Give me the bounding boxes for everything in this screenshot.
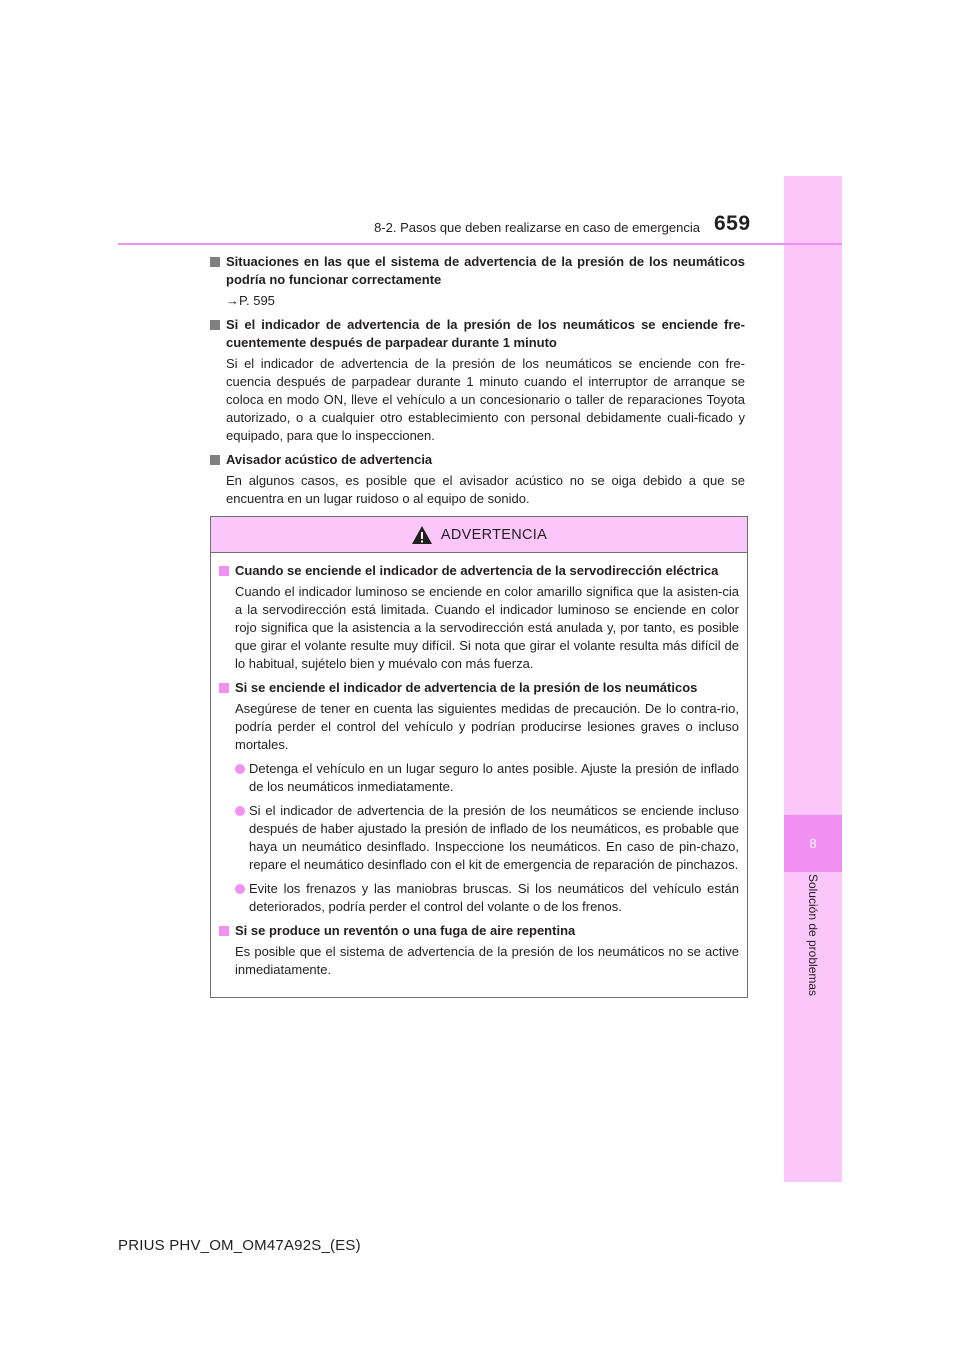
circle-bullet-icon — [235, 764, 245, 774]
chapter-title-tab[interactable] — [784, 873, 842, 997]
section-body: En algunos casos, es posible que el avisador acústico no se oiga debido a que se encuentra en un lugar ruidoso o al equipo de sonido. — [226, 473, 745, 506]
page-reference-link[interactable]: →P. 595 — [226, 293, 275, 308]
section-buzzer — [210, 451, 745, 508]
section-tpws-limitations — [210, 253, 745, 310]
warning-triangle-icon — [411, 525, 433, 545]
section-body: Si el indicador de advertencia de la presión de los neumáticos se enciende con fre-cuencia después de parpadear durante 1 minuto cuando el interruptor de arranque se coloca en modo ON, lleve el vehículo a un concesionario o taller de reparaciones Toyota autorizado, o a cualquier otro establecimiento con personal debidamente cuali-ficado y equipado, para que lo inspeccionen. — [226, 356, 745, 443]
warning-item-text: Cuando el indicador luminoso se enciende en color amarillo significa que la asisten-cia a la servodirección está limitada. Cuando el indicador luminoso se enciende en color rojo significa que la asistencia a la servodirección está anulada y, por tanto, es posible que girar el volante resulte muy difícil. Si nota que girar el volante resulta más difícil de lo habitual, sujételo bien y muévalo con más fuerza. — [235, 584, 739, 671]
warning-item-text: Asegúrese de tener en cuenta las siguientes medidas de precaución. De lo contra-rio, podría perder el control del vehículo y podrían producirse lesiones graves o incluso mortales. — [235, 701, 739, 752]
warning-item-heading: Cuando se enciende el indicador de advertencia de la servodirección eléctrica — [219, 562, 739, 580]
section-heading: Situaciones en las que el sistema de advertencia de la presión de los neumáticos podría no funcionar correctamente — [210, 253, 745, 289]
chapter-title: Solución de problemas — [806, 873, 821, 997]
warning-item-text: Es posible que el sistema de advertencia de la presión de los neumáticos no se active inmediatamente. — [235, 944, 739, 977]
warning-item-tpws — [219, 679, 739, 916]
header-divider — [118, 243, 842, 245]
warning-item-heading: Si se produce un reventón o una fuga de aire repentina — [219, 922, 739, 940]
section-heading: Avisador acústico de advertencia — [210, 451, 745, 469]
square-bullet-icon — [210, 455, 220, 465]
document-code: PRIUS PHV_OM_OM47A92S_(ES) — [118, 1237, 361, 1254]
square-bullet-icon — [210, 257, 220, 267]
section-heading: Si el indicador de advertencia de la presión de los neumáticos se enciende fre-cuentemente después de parpadear durante 1 minuto — [210, 316, 745, 352]
chapter-side-tab — [784, 176, 842, 1182]
warning-item-heading: Si se enciende el indicador de advertencia de la presión de los neumáticos — [219, 679, 739, 697]
section-indicator-frequent — [210, 316, 745, 445]
square-bullet-icon — [210, 320, 220, 330]
warning-body — [211, 553, 747, 979]
chapter-number-tab[interactable] — [784, 815, 842, 872]
list-item: Evite los frenazos y las maniobras bruscas. Si los neumáticos del vehículo están deteriorados, podría perder el control del volante o de los frenos. — [219, 880, 739, 916]
square-bullet-icon — [219, 926, 229, 936]
warning-header — [211, 517, 747, 553]
main-content — [210, 253, 745, 514]
warning-item-eps — [219, 562, 739, 673]
list-item: Detenga el vehículo en un lugar seguro lo antes posible. Ajuste la presión de inflado de los neumáticos inmediatamente. — [219, 760, 739, 796]
circle-bullet-icon — [235, 806, 245, 816]
page-number: 659 — [714, 212, 751, 235]
warning-title: ADVERTENCIA — [440, 526, 548, 543]
chapter-number: 8 — [809, 836, 817, 851]
warning-box — [210, 516, 748, 998]
warning-item-blowout — [219, 922, 739, 979]
section-header-title: 8-2. Pasos que deben realizarse en caso de emergencia — [374, 220, 700, 235]
square-bullet-icon — [219, 566, 229, 576]
circle-bullet-icon — [235, 884, 245, 894]
square-bullet-icon — [219, 683, 229, 693]
list-item: Si el indicador de advertencia de la presión de los neumáticos se enciende incluso después de haber ajustado la presión de inflado de los neumáticos, es probable que haya un neumático desinflado. Inspeccione los neumáticos. En caso de pin-chazo, repare el neumático desinflado con el kit de emergencia de reparación de pinchazos. — [219, 802, 739, 874]
